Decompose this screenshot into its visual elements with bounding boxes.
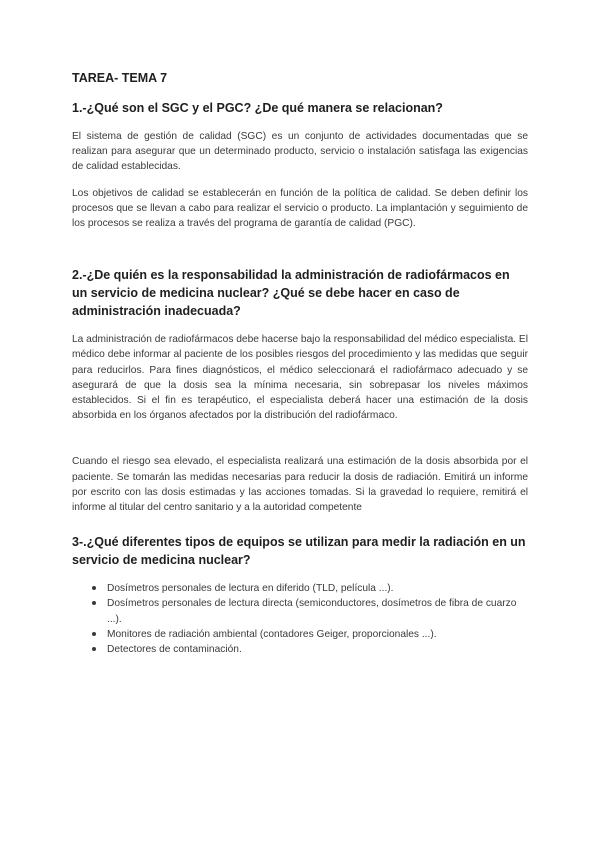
bullet-icon	[92, 632, 96, 636]
section-question-2	[72, 266, 528, 515]
section-question-3	[72, 533, 528, 657]
question-3-heading: 3-.¿Qué diferentes tipos de equipos se utilizan para medir la radiación en un servicio de medicina nuclear?	[72, 535, 526, 568]
list-item	[92, 596, 528, 626]
list-item-text: Dosímetros personales de lectura en diferido (TLD, película ...).	[107, 583, 394, 595]
section-question-1	[72, 99, 528, 231]
question-1-heading: 1.-¿Qué son el SGC y el PGC? ¿De qué manera se relacionan?	[72, 101, 443, 115]
bullet-icon	[92, 586, 96, 590]
document-title: TAREA- TEMA 7	[72, 71, 168, 85]
question-1-paragraph-1: El sistema de gestión de calidad (SGC) es un conjunto de actividades documentadas que se realizan para asegurar que un determinado producto, servicio o instalación satisfaga las exigencias de calidad establecidas.	[72, 131, 528, 173]
question-1-paragraph-2: Los objetivos de calidad se establecerán en función de la política de calidad. Se deben definir los procesos que se llevan a cabo para realizar el servicio o producto. La implantación y seguimiento de los procesos se realiza a través del programa de garantía de calidad (PGC).	[72, 187, 528, 230]
bullet-icon	[92, 647, 96, 651]
list-item-text: Monitores de radiación ambiental (contadores Geiger, proporcionales ...).	[107, 628, 437, 640]
question-2-paragraph-2: Cuando el riesgo sea elevado, el especialista realizará una estimación de la dosis absorbida por el paciente. Se tomarán las medidas necesarias para reducir la dosis de radiación. Emitirá un informe por escrito con las dosis estimadas y las acciones tomadas. Si la gravedad lo requiere, remitirá el informe al titular del centro sanitario y a la autoridad competente	[72, 456, 528, 514]
list-item	[92, 581, 528, 596]
list-item-text: Detectores de contaminación.	[107, 644, 242, 656]
list-item	[92, 642, 528, 657]
bullet-icon	[92, 601, 96, 605]
list-item-text: Dosímetros personales de lectura directa (semiconductores, dosímetros de fibra de cuarzo ...).	[107, 598, 517, 625]
question-2-heading: 2.-¿De quién es la responsabilidad la administración de radiofármacos en un servicio de medicina nuclear? ¿Qué se debe hacer en caso de administración inadecuada?	[72, 268, 510, 319]
equipment-list	[72, 581, 528, 657]
question-2-paragraph-1: La administración de radiofármacos debe hacerse bajo la responsabilidad del médico especialista. El médico debe informar al paciente de los posibles riesgos del procedimiento y las medidas que seguir para reducirlos. Para fines diagnósticos, el médico seleccionará el radiofármaco adecuado y se asegurará de que la dosis sea la mínima necesaria, sin sobrepasar los niveles máximos establecidos. Si el fin es terapéutico, el especialista deberá hacer una estimación de la dosis absorbida en los órganos afectados por la distribución del radiofármaco.	[72, 334, 528, 422]
list-item	[92, 627, 528, 642]
